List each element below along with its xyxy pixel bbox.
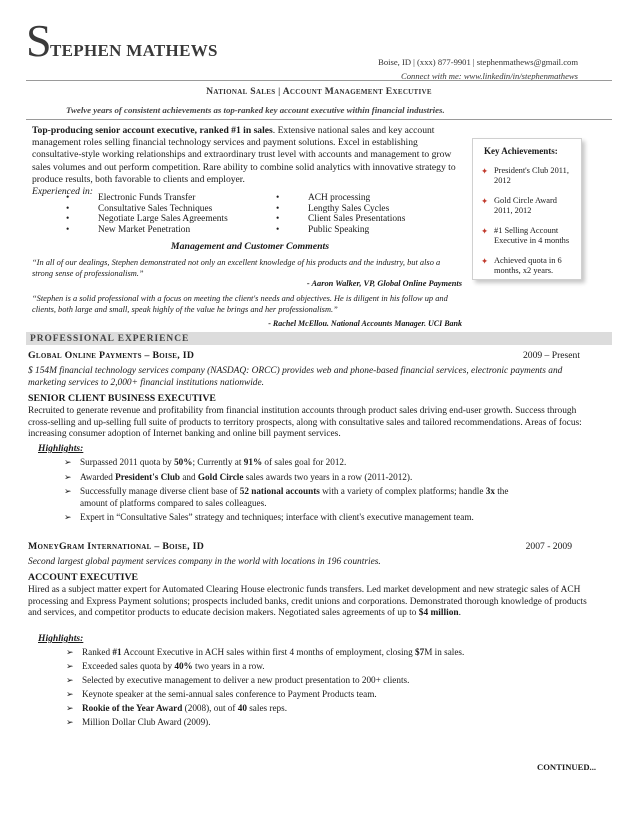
job1-highlights-label: Highlights: xyxy=(38,443,84,454)
skill-item: • Public Speaking xyxy=(272,225,405,236)
star-icon: ✦ xyxy=(481,225,489,236)
name-rest: TEPHEN MATHEWS xyxy=(50,41,218,60)
title-line: National Sales | Account Management Executive xyxy=(206,86,432,97)
job2-highlight-3: ➢ Selected by executive management to deliver a new product presentation to 200+ clients. xyxy=(66,675,410,685)
tagline-rule xyxy=(26,119,612,120)
arrow-icon: ➢ xyxy=(66,717,74,727)
job2-highlight-1: ➢ Ranked #1 Account Executive in ACH sales within first 4 months of employment, closing $7M in sales. xyxy=(66,647,465,657)
achievement-item: ✦ Gold Circle Award 2011, 2012 xyxy=(481,195,557,216)
skill-item: • New Market Penetration xyxy=(62,225,228,236)
job2-highlights-label: Highlights: xyxy=(38,633,84,644)
job1-description: $ 154M financial technology services company (NASDAQ: ORCC) provides web and phone-based financial services, electronic payments and marketing services to 2,000+ financial institutions nationwide. xyxy=(28,366,563,388)
skills-left xyxy=(62,193,228,235)
job1-highlight-3: ➢ Successfully manage diverse client base of 52 national accounts with a variety of complex platforms; handle 3x the xyxy=(64,486,509,496)
name-initial: S xyxy=(26,15,52,66)
arrow-icon: ➢ xyxy=(64,512,72,522)
achievement-item: ✦ Achieved quota in 6 months, x2 years. xyxy=(481,255,562,276)
arrow-icon: ➢ xyxy=(66,661,74,671)
job1-paragraph: Recruited to generate revenue and profitability from financial institution accounts through product sales driving end-user growth. Success through cross-selling and up-selling full suite of products to territory prospects, along with consultative sales and tailored recommendations. Areas of focus: increasing consumer adoption of Internet banking and online bill payment services. xyxy=(28,406,582,440)
skill-item: • Electronic Funds Transfer xyxy=(62,193,228,204)
job2-highlight-4: ➢ Keynote speaker at the semi-annual sales conference to Payment Products team. xyxy=(66,689,377,699)
linkedin-link[interactable]: www.linkedin/in/stephenmathews xyxy=(463,71,578,81)
job2-highlight-5: ➢ Rookie of the Year Award (2008), out of 40 sales reps. xyxy=(66,703,287,713)
achievements-title: Key Achievements: xyxy=(484,146,558,156)
continued-label: CONTINUED... xyxy=(537,762,596,772)
summary xyxy=(32,125,456,198)
job1-dates: 2009 – Present xyxy=(522,350,580,361)
header-rule xyxy=(26,80,612,81)
section-professional-experience xyxy=(26,332,612,345)
arrow-icon: ➢ xyxy=(64,457,72,467)
arrow-icon: ➢ xyxy=(66,703,74,713)
job1-highlight-2: ➢ Awarded President's Club and Gold Circle sales awards two years in a row (2011-2012). xyxy=(64,472,413,482)
skill-item: • Client Sales Presentations xyxy=(272,214,405,225)
star-icon: ✦ xyxy=(481,255,489,266)
contact-line: Boise, ID | (xxx) 877-9901 | stephenmathews@gmail.com xyxy=(378,57,578,67)
quote-2-attribution: - Rachel McEllou. National Accounts Manager. UCI Bank xyxy=(268,319,462,328)
skill-item: • Consultative Sales Techniques xyxy=(62,204,228,215)
skill-item: • Negotiate Large Sales Agreements xyxy=(62,214,228,225)
arrow-icon: ➢ xyxy=(64,486,72,496)
job1-highlight-1: ➢ Surpassed 2011 quota by 50%; Currently at 91% of sales goal for 2012. xyxy=(64,457,347,467)
skill-item: • Lengthy Sales Cycles xyxy=(272,204,405,215)
skills-right xyxy=(272,193,405,235)
achievement-item: ✦ #1 Selling Account Executive in 4 months xyxy=(481,225,570,246)
job2-highlight-6: ➢ Million Dollar Club Award (2009). xyxy=(66,717,211,727)
job1-highlight-3-cont: amount of platforms compared to sales colleagues. xyxy=(80,498,267,508)
arrow-icon: ➢ xyxy=(66,689,74,699)
quote-2: “Stephen is a solid professional with a focus on meeting the client's needs and objectives. He is diligent in his follow up and clients, both large and small, speak highly of the value he brings and her professionalism.” xyxy=(32,294,448,314)
arrow-icon: ➢ xyxy=(64,472,72,482)
contact-block xyxy=(378,55,578,83)
achievement-item: ✦ President's Club 2011, 2012 xyxy=(481,165,569,186)
job2-company: MoneyGram International – Boise, ID xyxy=(28,541,205,552)
job2-dates: 2007 - 2009 xyxy=(525,541,572,552)
summary-lead: Top-producing senior account executive, ranked #1 in sales xyxy=(32,125,273,136)
star-icon: ✦ xyxy=(481,195,489,206)
job1-highlight-4: ➢ Expert in “Consultative Sales” strategy and techniques; interface with client's executive management team. xyxy=(64,512,474,522)
arrow-icon: ➢ xyxy=(66,675,74,685)
tagline: Twelve years of consistent achievements as top-ranked key account executive within financial industries. xyxy=(66,105,445,115)
arrow-icon: ➢ xyxy=(66,647,74,657)
job1-company: Global Online Payments – Boise, ID xyxy=(28,350,195,361)
skill-item: • ACH processing xyxy=(272,193,405,204)
summary-text: . Extensive national sales and key account management roles selling financial technology services and payment solutions. Excel in establishing consultative-style working relationships and extraordinary trust level with accounts and management to grow sales volumes and out perform competition. Rare ability to combine solid analytics with innovative strategy to produce results, both favorable to clients and employer. xyxy=(32,125,456,185)
job2-paragraph: Hired as a subject matter expert for Automated Clearing House electronic funds transfers. Led market development and new strategic sales of ACH processing and Express Payment solutions; prospects included banks, credit unions and corporations. Demonstrated thorough knowledge of products and services, and competitor products to educate decision makers. Negotiated sales agreements of up to $4 million. xyxy=(28,585,587,619)
quote-1-attribution: - Aaron Walker, VP, Global Online Payments xyxy=(306,279,462,288)
job2-amount: $4 million xyxy=(418,608,459,619)
experienced-label: Experienced in: xyxy=(32,186,93,198)
comments-title: Management and Customer Comments xyxy=(170,241,330,252)
section-title: PROFESSIONAL EXPERIENCE xyxy=(30,334,190,344)
job2-title: ACCOUNT EXECUTIVE xyxy=(28,572,139,583)
connect-label: Connect with me: xyxy=(401,71,464,81)
key-achievements-box xyxy=(472,138,582,280)
job1-title: SENIOR CLIENT BUSINESS EXECUTIVE xyxy=(28,393,216,404)
star-icon: ✦ xyxy=(481,165,489,176)
job2-description: Second largest global payment services company in the world with locations in 196 countries. xyxy=(28,557,381,567)
quote-1: “In all of our dealings, Stephen demonstrated not only an excellent knowledge of his products and the industry, but also a strong sense of professionalism.” xyxy=(32,258,441,278)
job2-highlight-2: ➢ Exceeded sales quota by 40% two years in a row. xyxy=(66,661,265,671)
